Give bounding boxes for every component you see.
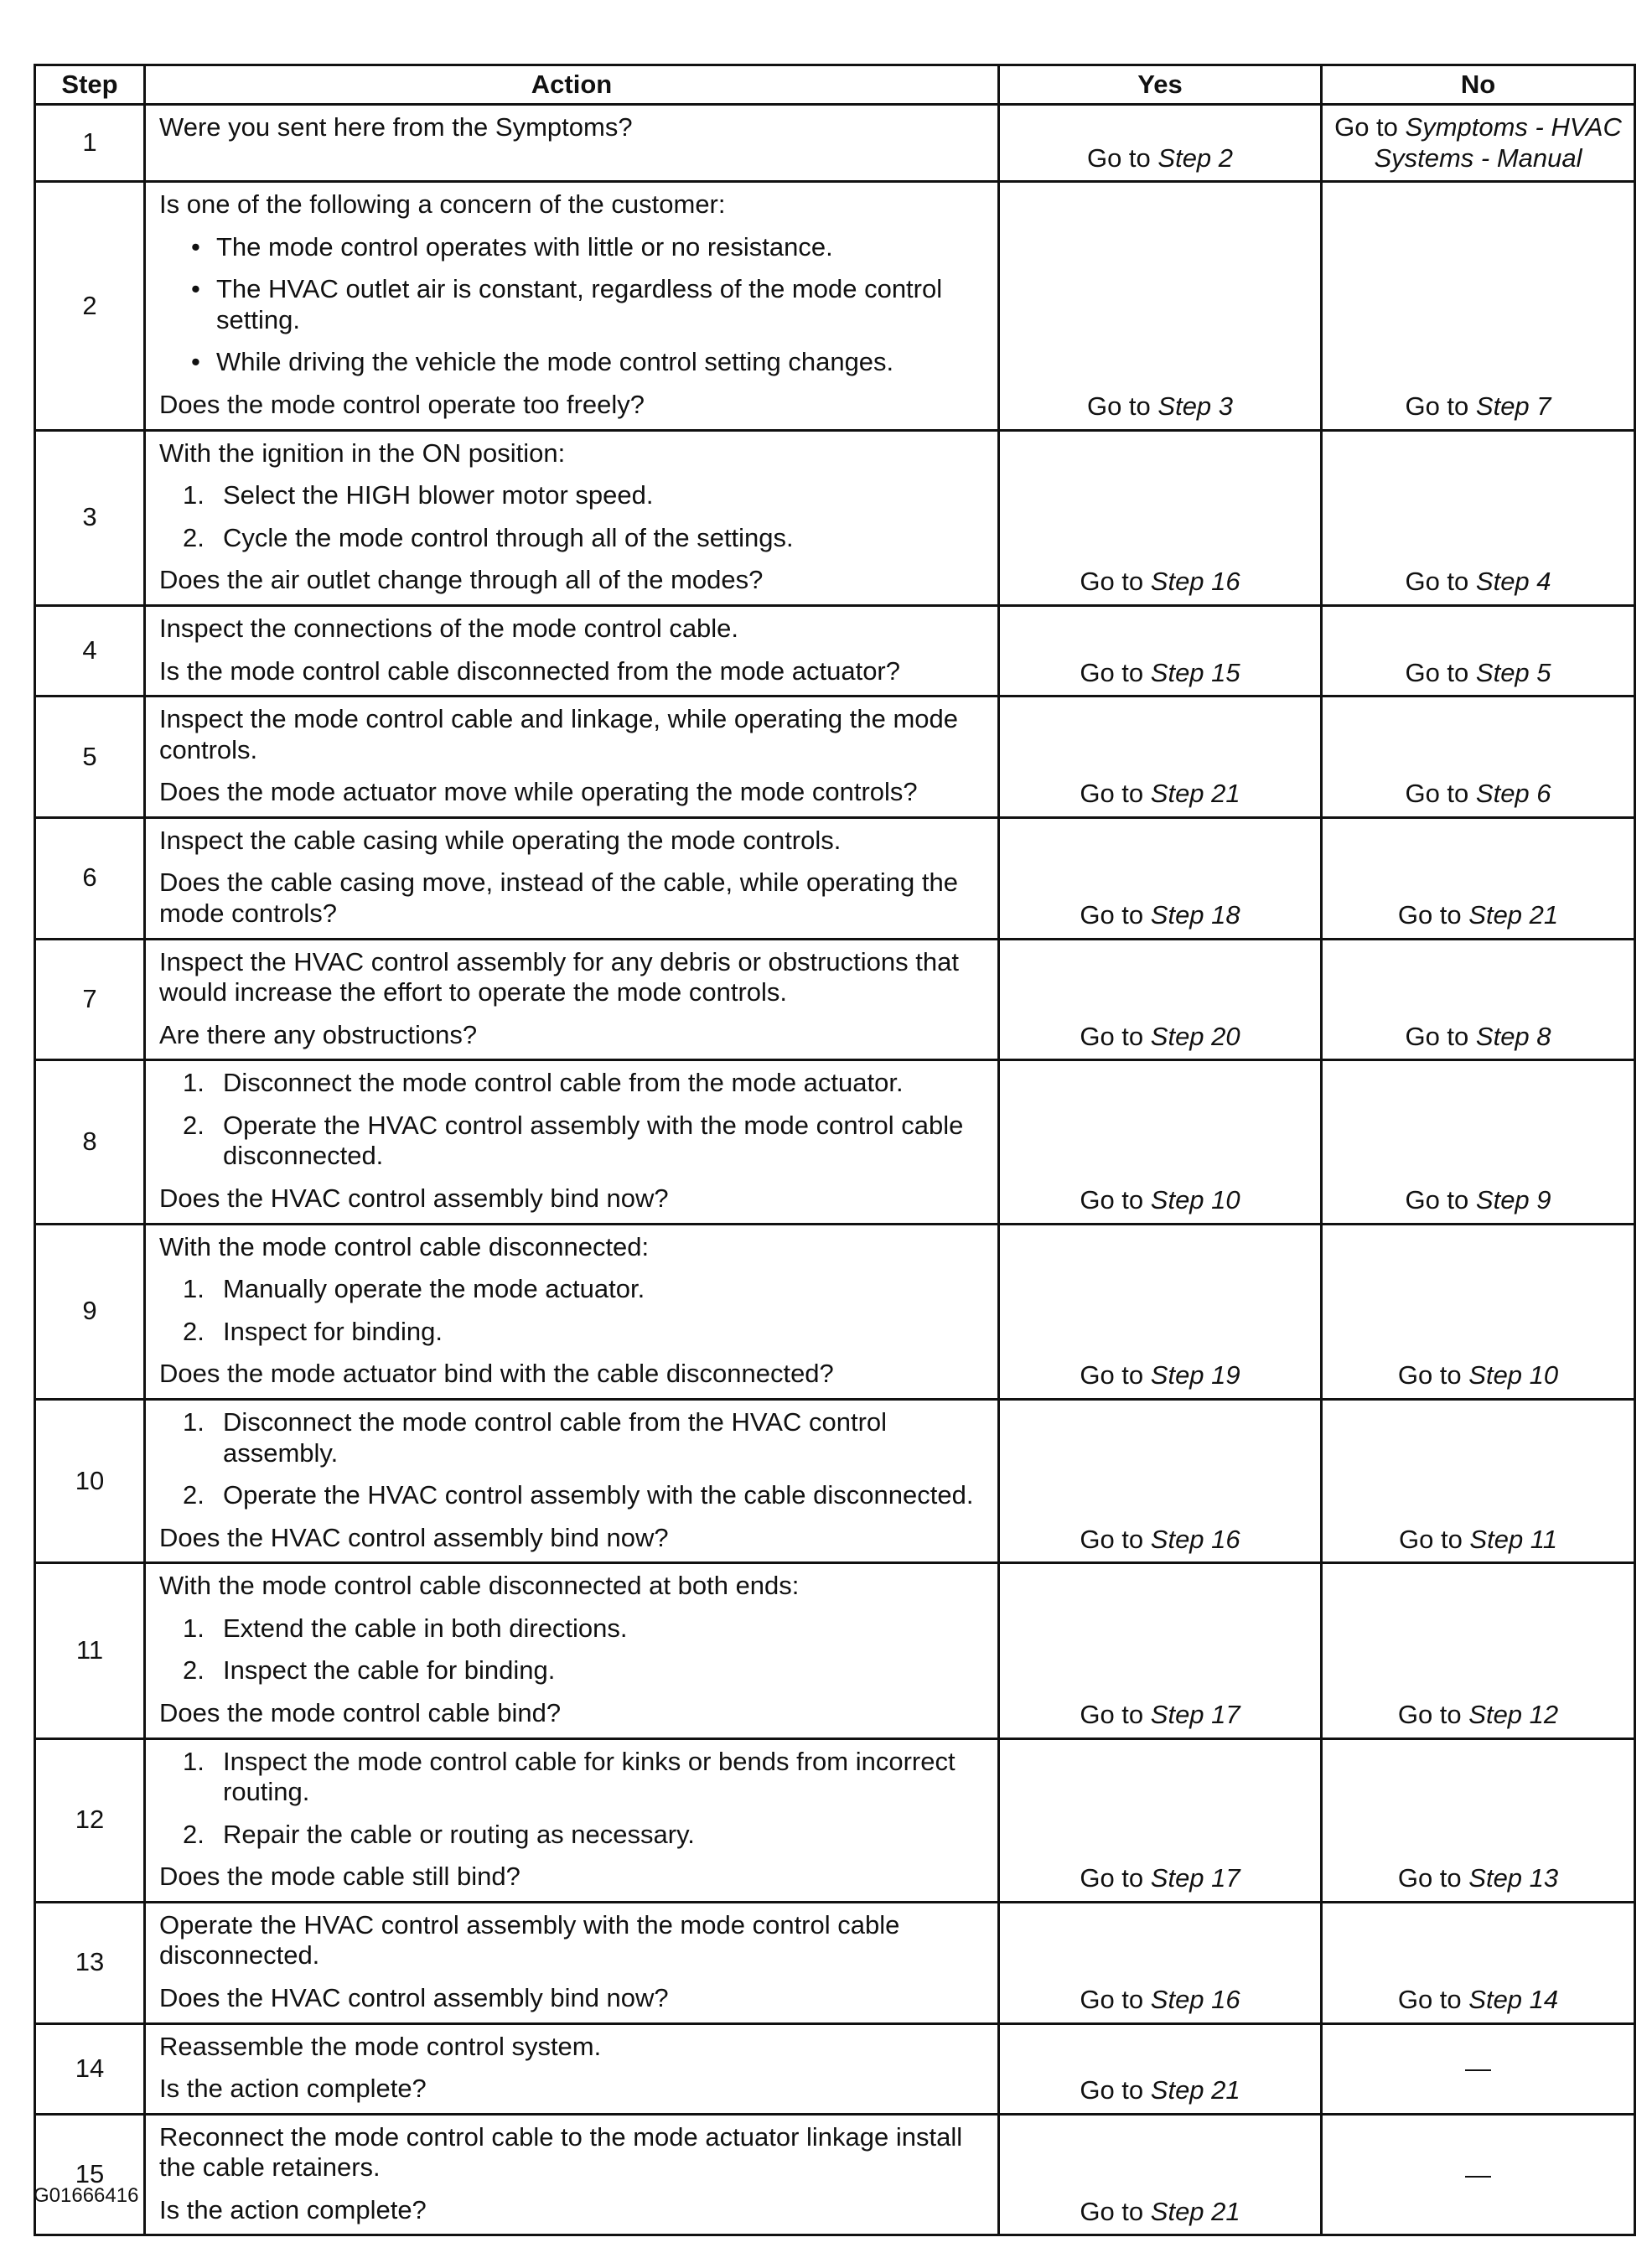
numbered-item: [159, 523, 989, 554]
goto-prefix: Go to: [1080, 1021, 1151, 1051]
action-cell: [145, 817, 999, 939]
yes-cell: [999, 182, 1322, 430]
step-link[interactable]: Step 8: [1475, 1021, 1551, 1051]
action-text: Reassemble the mode control system.: [159, 2031, 602, 2061]
action-text: Does the mode cable still bind?: [159, 1862, 520, 1892]
yes-cell: [999, 105, 1322, 182]
step-number: 3: [35, 430, 145, 605]
numbered-item: [159, 1068, 989, 1099]
goto-prefix: Go to: [1080, 2196, 1151, 2226]
table-row: [35, 605, 1635, 696]
action-text: Does the HVAC control assembly bind now?: [159, 1183, 669, 1214]
step-link[interactable]: Step 15: [1150, 657, 1240, 687]
item-text: Disconnect the mode control cable from the HVAC control assembly.: [223, 1406, 888, 1468]
step-link[interactable]: Symptoms - HVAC Systems - Manual: [1374, 112, 1622, 173]
yes-cell: [999, 697, 1322, 818]
yes-cell: [999, 1224, 1322, 1399]
step-link[interactable]: Step 20: [1150, 1021, 1240, 1051]
figure-id: G01666416: [34, 2184, 139, 2207]
table-row: [35, 1738, 1635, 1902]
step-number: 6: [35, 817, 145, 939]
action-text: Does the mode control operate too freely?: [159, 390, 645, 420]
step-number: 8: [35, 1060, 145, 1224]
yes-cell: [999, 817, 1322, 939]
step-link[interactable]: Step 11: [1469, 1524, 1557, 1554]
goto-prefix: Go to: [1397, 1985, 1469, 2015]
goto-prefix: Go to: [1080, 1360, 1151, 1391]
goto-prefix: Go to: [1086, 142, 1158, 173]
goto-prefix: Go to: [1397, 1863, 1469, 1893]
step-link[interactable]: Step 19: [1150, 1360, 1240, 1391]
step-link[interactable]: Step 16: [1150, 1524, 1240, 1554]
no-cell: [1322, 105, 1635, 182]
action-cell: [145, 605, 999, 696]
action-cell: [145, 2023, 999, 2114]
item-number: 1.: [183, 1613, 205, 1643]
item-number: 2.: [183, 1655, 205, 1686]
no-cell: [1322, 430, 1635, 605]
no-cell: [1322, 1060, 1635, 1224]
numbered-item: [159, 1480, 989, 1511]
action-text: With the mode control cable disconnected:: [159, 1231, 650, 1261]
header-no: No: [1322, 65, 1635, 105]
action-text: Does the mode actuator bind with the cable disconnected?: [159, 1359, 834, 1389]
goto-prefix: Go to: [1405, 567, 1476, 597]
item-text: Inspect for binding.: [223, 1316, 443, 1346]
item-text: Repair the cable or routing as necessary.: [223, 1819, 695, 1849]
action-text: Does the HVAC control assembly bind now?: [159, 1522, 669, 1552]
goto-prefix: Go to: [1080, 899, 1151, 930]
step-number: 2: [35, 182, 145, 430]
numbered-item: [159, 1407, 989, 1468]
numbered-item: [159, 1820, 989, 1851]
step-link[interactable]: Step 6: [1475, 779, 1551, 809]
action-cell: [145, 939, 999, 1060]
step-number: 13: [35, 1902, 145, 2023]
bullet-item: • While driving the vehicle the mode control setting changes.: [159, 347, 989, 378]
item-number: 2.: [183, 1819, 205, 1849]
item-text: Cycle the mode control through all of the settings.: [223, 522, 794, 552]
goto-prefix: Go to: [1080, 2075, 1151, 2105]
action-text: Is the mode control cable disconnected from the mode actuator?: [159, 655, 900, 686]
step-number: 1: [35, 105, 145, 182]
goto-prefix: Go to: [1405, 657, 1476, 687]
goto-prefix: Go to: [1397, 1699, 1469, 1729]
action-cell: [145, 2114, 999, 2235]
dash: —: [1465, 2159, 1491, 2189]
action-text: Inspect the cable casing while operating the mode controls.: [159, 825, 842, 855]
header-yes: Yes: [999, 65, 1322, 105]
item-text: Operate the HVAC control assembly with the mode control cable disconnected.: [223, 1110, 964, 1171]
action-cell: [145, 1399, 999, 1562]
action-cell: [145, 1060, 999, 1224]
action-text: Inspect the mode control cable and linkage, while operating the mode controls.: [159, 704, 958, 764]
item-number: 2.: [183, 1110, 205, 1140]
bullet-item: • The mode control operates with little or no resistance.: [159, 232, 989, 263]
item-number: 1.: [183, 1274, 205, 1304]
item-number: 1.: [183, 1406, 205, 1437]
step-link[interactable]: Step 10: [1150, 1185, 1240, 1215]
action-cell: [145, 105, 999, 182]
item-number: 1.: [183, 1068, 205, 1098]
action-cell: [145, 182, 999, 430]
action-text: With the ignition in the ON position:: [159, 438, 566, 468]
action-text: Is the action complete?: [159, 2194, 427, 2224]
yes-cell: [999, 1902, 1322, 2023]
step-link[interactable]: Step 3: [1157, 391, 1234, 422]
numbered-item: [159, 1747, 989, 1808]
goto-prefix: Go to: [1334, 112, 1406, 142]
action-text: Does the mode control cable bind?: [159, 1697, 562, 1727]
item-text: Manually operate the mode actuator.: [223, 1274, 645, 1304]
no-cell: [1322, 605, 1635, 696]
no-cell: [1322, 1738, 1635, 1902]
item-number: 2.: [183, 1316, 205, 1346]
step-link[interactable]: Step 21: [1150, 2075, 1240, 2105]
yes-cell: [999, 1399, 1322, 1562]
goto-prefix: Go to: [1080, 567, 1151, 597]
goto-prefix: Go to: [1398, 1524, 1470, 1554]
action-text: Is the action complete?: [159, 2074, 427, 2104]
numbered-item: [159, 1613, 989, 1644]
header-action: Action: [145, 65, 999, 105]
step-number: 15: [35, 2114, 145, 2235]
header-step: Step: [35, 65, 145, 105]
table-row: [35, 697, 1635, 818]
no-cell: [1322, 2114, 1635, 2235]
step-link[interactable]: Step 18: [1150, 899, 1240, 930]
step-link[interactable]: Step 16: [1150, 1985, 1240, 2015]
dash: —: [1465, 2053, 1491, 2084]
goto-prefix: Go to: [1080, 657, 1151, 687]
action-text: Does the cable casing move, instead of the cable, while operating the mode controls?: [159, 867, 958, 928]
action-text: Operate the HVAC control assembly with the mode control cable disconnected.: [159, 1909, 900, 1971]
yes-cell: [999, 605, 1322, 696]
header-row: [35, 65, 1635, 105]
step-number: 11: [35, 1563, 145, 1738]
no-cell: [1322, 1563, 1635, 1738]
numbered-item: [159, 480, 989, 511]
action-cell: [145, 1224, 999, 1399]
goto-prefix: Go to: [1405, 1021, 1476, 1051]
step-link[interactable]: Step 17: [1150, 1863, 1240, 1893]
item-number: 2.: [183, 1480, 205, 1510]
item-number: 1.: [183, 480, 205, 510]
item-text: Inspect the cable for binding.: [223, 1655, 556, 1686]
table-row: [35, 1399, 1635, 1562]
yes-cell: [999, 1738, 1322, 1902]
goto-prefix: Go to: [1080, 1699, 1151, 1729]
action-text: Were you sent here from the Symptoms?: [159, 112, 633, 142]
goto-prefix: Go to: [1397, 1360, 1469, 1391]
numbered-item: [159, 1317, 989, 1348]
goto-prefix: Go to: [1080, 1863, 1151, 1893]
goto-prefix: Go to: [1080, 779, 1151, 809]
no-cell: [1322, 817, 1635, 939]
action-text: Reconnect the mode control cable to the mode actuator linkage install the cable retainers.: [159, 2121, 963, 2183]
item-text: Extend the cable in both directions.: [223, 1613, 628, 1643]
table-row: [35, 105, 1635, 182]
step-link[interactable]: Step 14: [1468, 1985, 1559, 2015]
goto-prefix: Go to: [1080, 1524, 1151, 1554]
yes-cell: [999, 2023, 1322, 2114]
item-text: Disconnect the mode control cable from the mode actuator.: [223, 1068, 904, 1098]
step-link[interactable]: Step 13: [1468, 1863, 1559, 1893]
table-row: [35, 2114, 1635, 2235]
table-row: [35, 1563, 1635, 1738]
yes-cell: [999, 2114, 1322, 2235]
action-text: Is one of the following a concern of the customer:: [159, 189, 726, 220]
table-row: [35, 2023, 1635, 2114]
action-cell: [145, 430, 999, 605]
diagnostic-table: [34, 64, 1636, 2236]
table-row: [35, 817, 1635, 939]
no-cell: [1322, 1399, 1635, 1562]
step-number: 10: [35, 1399, 145, 1562]
step-number: 4: [35, 605, 145, 696]
step-link[interactable]: Step 4: [1475, 567, 1551, 597]
yes-cell: [999, 1563, 1322, 1738]
no-cell: [1322, 697, 1635, 818]
item-text: Operate the HVAC control assembly with the cable disconnected.: [223, 1480, 974, 1510]
item-number: 2.: [183, 522, 205, 552]
table-row: [35, 430, 1635, 605]
goto-prefix: Go to: [1080, 1185, 1151, 1215]
no-cell: [1322, 1224, 1635, 1399]
no-cell: [1322, 939, 1635, 1060]
step-link[interactable]: Step 9: [1475, 1185, 1551, 1215]
table-row: [35, 182, 1635, 430]
step-link[interactable]: Step 12: [1468, 1699, 1559, 1729]
step-link[interactable]: Step 7: [1475, 391, 1551, 422]
no-cell: [1322, 2023, 1635, 2114]
action-text: With the mode control cable disconnected at both ends:: [159, 1571, 800, 1601]
no-cell: [1322, 1902, 1635, 2023]
step-link[interactable]: Step 21: [1468, 899, 1559, 930]
step-link[interactable]: Step 21: [1150, 2196, 1240, 2226]
action-text: Inspect the HVAC control assembly for any debris or obstructions that would increase the effort to operate the mode controls.: [159, 946, 959, 1007]
step-link[interactable]: Step 5: [1475, 657, 1551, 687]
goto-prefix: Go to: [1405, 779, 1476, 809]
action-cell: [145, 1738, 999, 1902]
goto-prefix: Go to: [1405, 1185, 1476, 1215]
yes-cell: [999, 1060, 1322, 1224]
step-number: 14: [35, 2023, 145, 2114]
action-cell: [145, 1902, 999, 2023]
item-text: Select the HIGH blower motor speed.: [223, 480, 654, 510]
goto-prefix: Go to: [1080, 1985, 1151, 2015]
step-link[interactable]: Step 2: [1157, 142, 1234, 173]
numbered-item: [159, 1655, 989, 1686]
table-row: [35, 1224, 1635, 1399]
no-cell: [1322, 182, 1635, 430]
action-text: Does the air outlet change through all of the modes?: [159, 565, 764, 595]
yes-cell: [999, 430, 1322, 605]
yes-cell: [999, 939, 1322, 1060]
goto-prefix: Go to: [1405, 391, 1476, 422]
table-row: [35, 1902, 1635, 2023]
step-link[interactable]: Step 16: [1150, 567, 1240, 597]
goto-prefix: Go to: [1086, 391, 1158, 422]
step-link[interactable]: Step 17: [1150, 1699, 1240, 1729]
numbered-item: [159, 1274, 989, 1305]
step-number: 12: [35, 1738, 145, 1902]
action-cell: [145, 697, 999, 818]
step-number: 5: [35, 697, 145, 818]
step-number: 9: [35, 1224, 145, 1399]
step-link[interactable]: Step 21: [1150, 779, 1240, 809]
step-number: 7: [35, 939, 145, 1060]
table-row: [35, 1060, 1635, 1224]
table-row: [35, 939, 1635, 1060]
action-cell: [145, 1563, 999, 1738]
numbered-item: [159, 1111, 989, 1172]
action-text: Inspect the connections of the mode control cable.: [159, 613, 739, 643]
action-text: Does the mode actuator move while operating the mode controls?: [159, 777, 918, 807]
goto-prefix: Go to: [1397, 899, 1469, 930]
bullet-item: • The HVAC outlet air is constant, regardless of the mode control setting.: [159, 274, 989, 335]
action-text: Are there any obstructions?: [159, 1019, 478, 1049]
step-link[interactable]: Step 10: [1468, 1360, 1559, 1391]
item-number: 1.: [183, 1746, 205, 1776]
item-text: Inspect the mode control cable for kinks or bends from incorrect routing.: [223, 1746, 955, 1807]
action-text: Does the HVAC control assembly bind now?: [159, 1983, 669, 2013]
